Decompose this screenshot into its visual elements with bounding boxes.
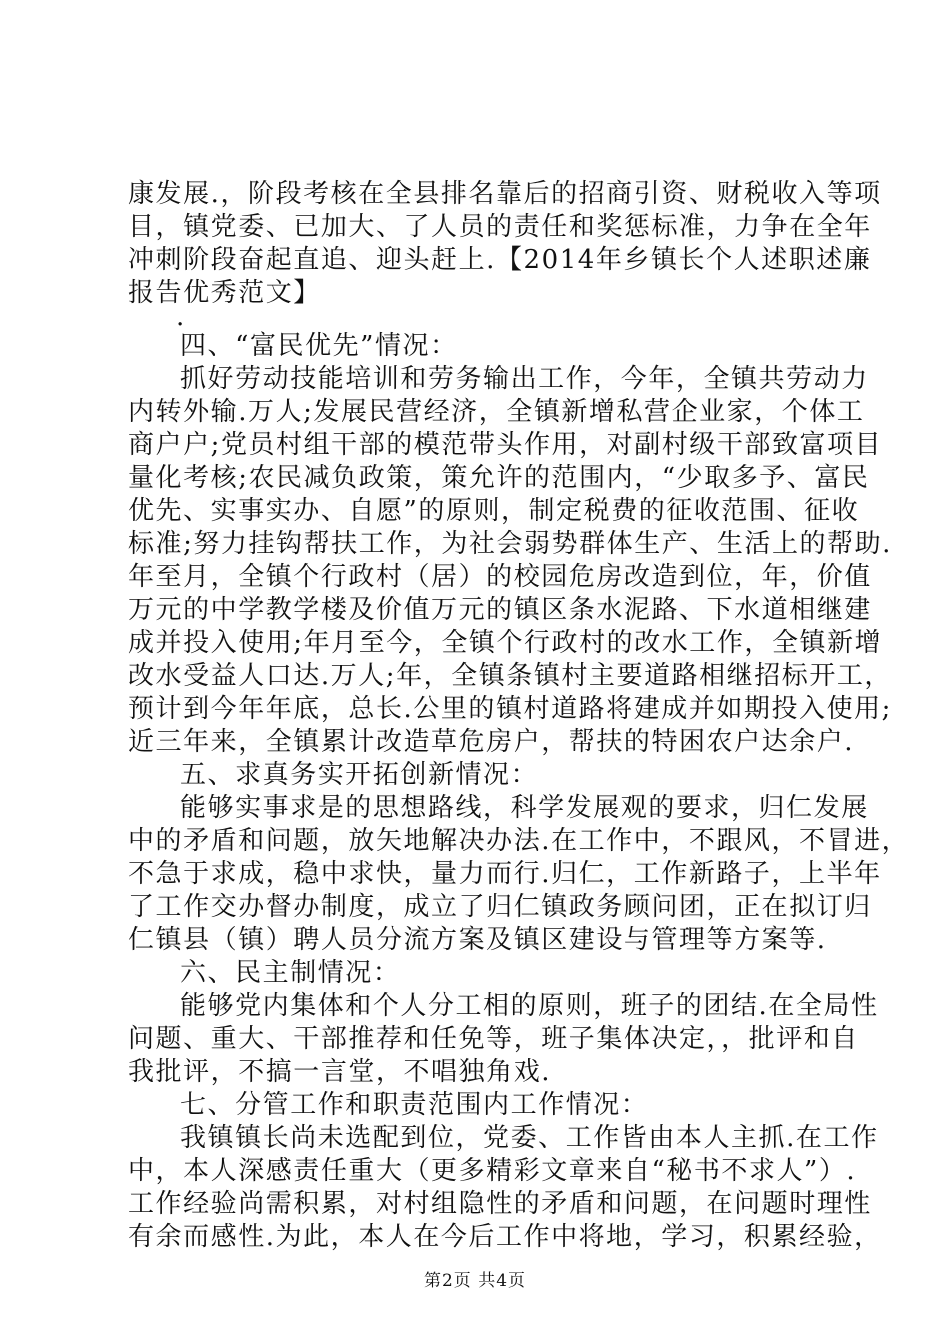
body-line: 工作经验尚需积累，对村组隐性的矛盾和问题，在问题时理性: [128, 1189, 872, 1219]
body-line: 我镇镇长尚未选配到位，党委、工作皆由本人主抓.在工作: [180, 1123, 879, 1153]
body-line: 量化考核;农民减负政策，策允许的范围内，“少取多予、富民: [128, 463, 870, 493]
body-line: 抓好劳动技能培训和劳务输出工作，今年，全镇共劳动力: [180, 364, 869, 394]
body-line: 仁镇县（镇）聘人员分流方案及镇区建设与管理等方案等.: [128, 925, 827, 955]
body-line: 内转外输.万人;发展民营经济，全镇新增私营企业家，个体工: [128, 397, 865, 427]
body-line: 问题、重大、干部推荐和任免等，班子集体决定，，批评和自: [128, 1024, 859, 1054]
body-line: 近三年来，全镇累计改造草危房户，帮扶的特困农户达余户.: [128, 727, 855, 757]
body-line: 标准;努力挂钩帮扶工作，为社会弱势群体生产、生活上的帮助.: [128, 529, 892, 559]
body-line: 中的矛盾和问题，放矢地解决办法.在工作中，不跟风，不冒进，: [128, 826, 910, 856]
body-line: 商户户;党员村组干部的模范带头作用，对副村级干部致富项目: [128, 430, 883, 460]
body-line: 预计到今年年底，总长.公里的镇村道路将建成并如期投入使用;: [128, 694, 892, 724]
body-line: 报告优秀范文】: [128, 278, 321, 308]
page-number-footer: 第2页 共4页: [423, 1271, 527, 1291]
section-heading: 四、“富民优先”情况：: [180, 331, 458, 361]
body-line: 了工作交办督办制度，成立了归仁镇政务顾问团，正在拟订归: [128, 892, 872, 922]
section-heading: 六、民主制情况：: [180, 958, 401, 988]
body-line: 年至月，全镇个行政村（居）的校园危房改造到位，年，价值: [128, 562, 872, 592]
body-line: 中，本人深感责任重大（更多精彩文章来自“秘书不求人”）.: [128, 1156, 857, 1186]
body-line: 能够党内集体和个人分工相的原则，班子的团结.在全局性: [180, 991, 879, 1021]
body-line: 万元的中学教学楼及价值万元的镇区条水泥路、下水道相继建: [128, 595, 872, 625]
body-line: 冲刺阶段奋起直追、迎头赶上.【2014年乡镇长个人述职述廉: [128, 245, 872, 275]
body-line: 成并投入使用;年月至今，全镇个行政村的改水工作，全镇新增: [128, 628, 883, 658]
body-line: 我批评，不搞一言堂，不唱独角戏.: [128, 1057, 552, 1087]
section-heading: 五、求真务实开拓创新情况：: [180, 760, 539, 790]
body-line: 不急于求成，稳中求快，量力而行.归仁，工作新路子，上半年: [128, 859, 882, 889]
body-line: 目，镇党委、已加大、了人员的责任和奖惩标准，力争在全年: [128, 212, 872, 242]
section-heading: 七、分管工作和职责范围内工作情况：: [180, 1090, 649, 1120]
body-line: 有余而感性.为此，本人在今后工作中将地，学习，积累经验，: [128, 1222, 882, 1252]
body-line: 改水受益人口达.万人;年，全镇条镇村主要道路相继招标开工，: [128, 661, 892, 691]
body-line: 能够实事求是的思想路线，科学发展观的要求，归仁发展: [180, 793, 869, 823]
body-line: .: [176, 302, 185, 332]
body-line: 优先、实事实办、自愿”的原则，制定税费的征收范围、征收: [128, 496, 860, 526]
body-line: 康发展.，阶段考核在全县排名靠后的招商引资、财税收入等项: [128, 179, 882, 209]
